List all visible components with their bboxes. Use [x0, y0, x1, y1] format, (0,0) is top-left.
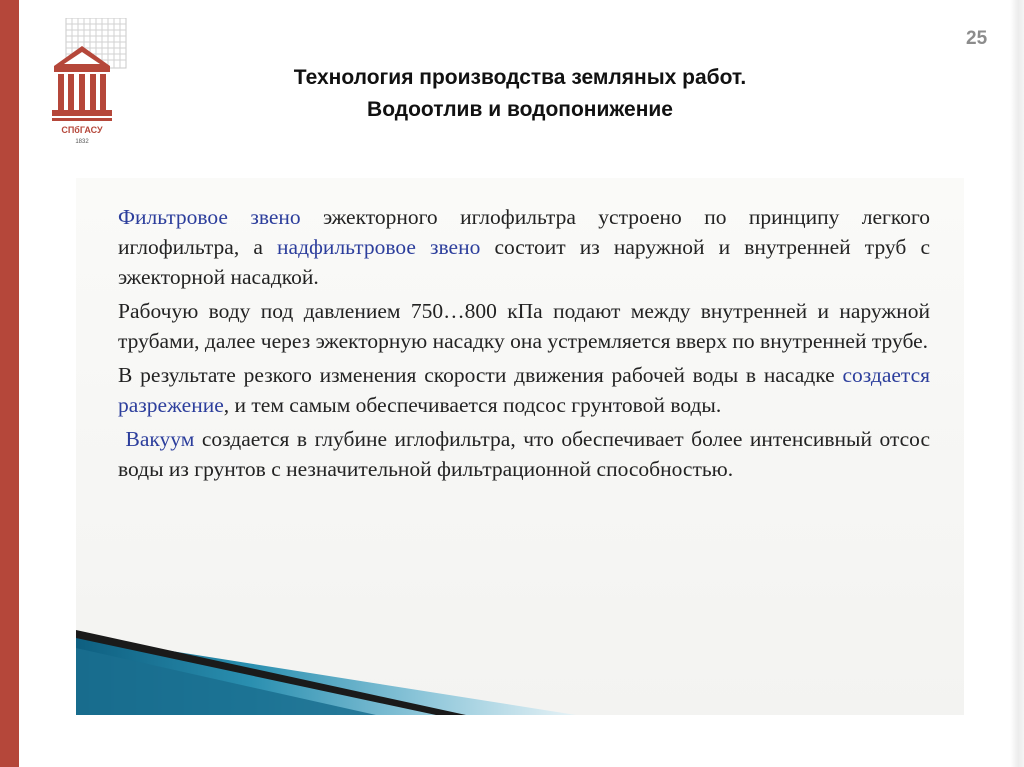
paragraph-3: [118, 360, 930, 420]
paragraph-1-text-b: состоит из наружной и внутренней труб с эжекторной насадкой.: [118, 235, 930, 289]
slide-title: [160, 62, 880, 126]
logo-year: 1832: [75, 139, 89, 145]
highlight-above-filter-link: надфильтровое звено: [277, 235, 481, 259]
slide-title-line-1: Технология производства земляных работ.: [293, 66, 747, 89]
paragraph-1: [118, 202, 930, 292]
content-image: [76, 178, 964, 715]
university-logo: [50, 18, 128, 148]
paragraph-2-text: Рабочую воду под давлением 750…800 кПа подают между внутренней и наружной трубами, далее через эжекторную насадку она устремляется вверх по внутренней трубе.: [118, 299, 930, 353]
slide-number: 25: [966, 28, 988, 49]
university-building-logo-icon: [50, 18, 128, 148]
paragraph-1-text-a: эжекторного иглофильтра устроено по принципу легкого иглофильтра, а: [118, 205, 931, 259]
paragraph-3-text-a: В результате резкого изменения скорости движения рабочей воды в насадке: [118, 363, 843, 387]
paragraph-2: [118, 296, 930, 356]
logo-caption: СПбГАСУ: [61, 125, 103, 135]
decorative-swoosh: [76, 618, 964, 715]
paragraph-4: [118, 424, 930, 484]
highlight-filter-link: Фильтровое звено: [118, 205, 301, 229]
paragraph-3-text-b: , и тем самым обеспечивается подсос грунтовой воды.: [223, 393, 722, 417]
slide-title-line-2: Водоотлив и водопонижение: [367, 98, 673, 121]
highlight-vacuum: Вакуум: [125, 427, 195, 451]
highlight-rarefaction: создается разрежение: [118, 363, 930, 417]
right-edge-shadow: [1010, 0, 1024, 767]
content-text-block: [118, 202, 930, 488]
paragraph-4-text: создается в глубине иглофильтра, что обеспечивает более интенсивный отсос воды из грунтов с незначительной фильтрационной способностью.: [118, 427, 930, 481]
left-accent-bar: [0, 0, 19, 767]
